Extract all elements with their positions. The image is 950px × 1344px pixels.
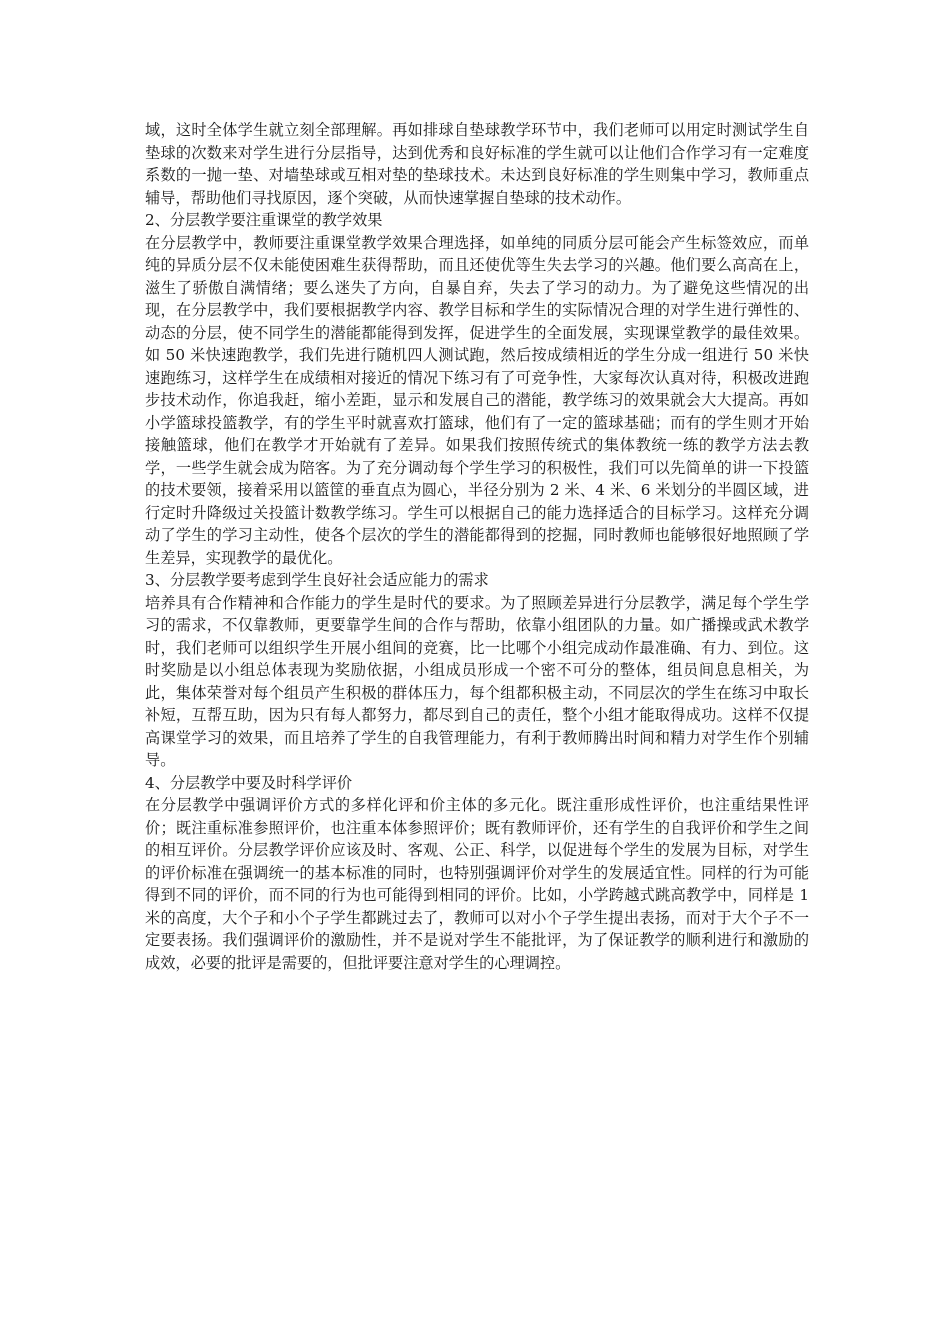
document-body [145, 119, 809, 974]
section-heading-2: 2、分层教学要注重课堂的教学效果 [145, 211, 383, 229]
paragraph-section-4: 在分层教学中强调评价方式的多样化评和价主体的多元化。既注重形成性评价，也注重结果性评价；既注重标准参照评价，也注重本体参照评价；既有教师评价，还有学生的自我评价和学生之间的相互评价。分层教学评价应该及时、客观、公正、科学，以促进每个学生的发展为目标，对学生的评价标准在强调统一的基本标准的同时，也特别强调评价对学生的发展适宜性。同样的行为可能得到不同的评价，而不同的行为也可能得到相同的评价。比如，小学跨越式跳高教学中，同样是 1 米的高度，大个子和小个子学生都跳过去了，教师可以对小个子学生提出表扬，而对于大个子不一定要表扬。我们强调评价的激励性，并不是说对学生不能批评，为了保证教学的顺利进行和激励的成效，必要的批评是需要的，但批评要注意对学生的心理调控。 [145, 796, 809, 972]
paragraph-section-2: 在分层教学中，教师要注重课堂教学效果合理选择，如单纯的同质分层可能会产生标签效应，而单纯的异质分层不仅未能使困难生获得帮助，而且还使优等生失去学习的兴趣。他们要么高高在上，滋生了骄傲自满情绪；要么迷失了方向，自暴自弃，失去了学习的动力。为了避免这些情况的出现，在分层教学中，我们要根据教学内容、教学目标和学生的实际情况合理的对学生进行弹性的、动态的分层，使不同学生的潜能都能得到发挥，促进学生的全面发展，实现课堂教学的最佳效果。如 50 米快速跑教学，我们先进行随机四人测试跑，然后按成绩相近的学生分成一组进行 50 米快速跑练习，这样学生在成绩相对接近的情况下练习有了可竞争性，大家每次认真对待，积极改进跑步技术动作，你追我赶，缩小差距，显示和发展自己的潜能，教学练习的效果就会大大提高。再如小学篮球投篮教学，有的学生平时就喜欢打篮球，他们有了一定的篮球基础；而有的学生则才开始接触篮球，他们在教学才开始就有了差异。如果我们按照传统式的集体教统一练的教学方法去教学，一些学生就会成为陪客。为了充分调动每个学生学习的积极性，我们可以先简单的讲一下投篮的技术要领，接着采用以篮筐的垂直点为圆心，半径分别为 2 米、4 米、6 米划分的半圆区域，进行定时升降级过关投篮计数教学练习。学生可以根据自己的能力选择适合的目标学习。这样充分调动了学生的学习主动性，使各个层次的学生的潜能都得到的挖掘，同时教师也能够很好地照顾了学生差异，实现教学的最优化。 [145, 233, 809, 567]
paragraph-intro: 域，这时全体学生就立刻全部理解。再如排球自垫球教学环节中，我们老师可以用定时测试学生自垫球的次数来对学生进行分层指导，达到优秀和良好标准的学生就可以让他们合作学习有一定难度系数的一抛一垫、对墙垫球或互相对垫的垫球技术。未达到良好标准的学生则集中学习，教师重点辅导，帮助他们寻找原因，逐个突破，从而快速掌握自垫球的技术动作。 [145, 121, 809, 207]
section-heading-4: 4、分层教学中要及时科学评价 [145, 773, 353, 792]
paragraph-section-3: 培养具有合作精神和合作能力的学生是时代的要求。为了照顾差异进行分层教学，满足每个学生学习的需求，不仅靠教师，更要靠学生间的合作与帮助，依靠小组团队的力量。如广播操或武术教学时，我们老师可以组织学生开展小组间的竞赛，比一比哪个小组完成动作最准确、有力、到位。这时奖励是以小组总体表现为奖励依据，小组成员形成一个密不可分的整体，组员间息息相关，为此，集体荣誉对每个组员产生积极的群体压力，每个组都积极主动，不同层次的学生在练习中取长补短，互帮互助，因为只有每人都努力，都尽到自己的责任，整个小组才能取得成功。这样不仅提高课堂学习的效果，而且培养了学生的自我管理能力，有利于教师腾出时间和精力对学生作个别辅导。 [145, 593, 809, 769]
section-heading-3: 3、分层教学要考虑到学生良好社会适应能力的需求 [145, 571, 489, 589]
